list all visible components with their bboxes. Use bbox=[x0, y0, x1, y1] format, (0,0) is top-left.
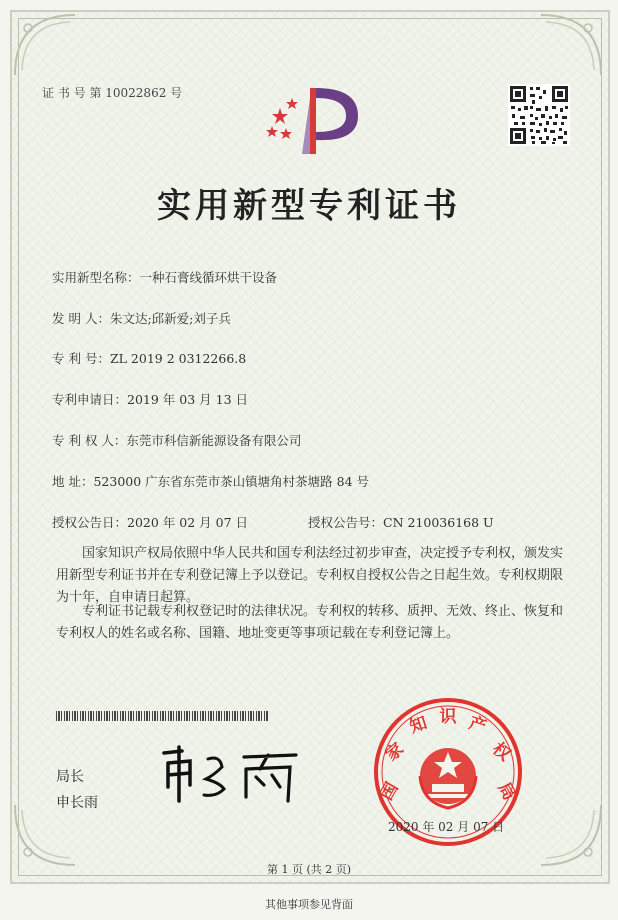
seal-date: 2020 年 02 月 07 日 bbox=[388, 820, 505, 834]
handwritten-signature bbox=[160, 745, 310, 805]
certificate-title: 实用新型专利证书 bbox=[157, 186, 461, 226]
svg-text:国: 国 bbox=[376, 779, 403, 804]
signatory-role: 局长 bbox=[56, 769, 84, 785]
svg-text:产: 产 bbox=[466, 713, 489, 738]
corner-ornament-top-left bbox=[10, 10, 80, 80]
barcode bbox=[56, 711, 268, 721]
qr-code-icon bbox=[508, 84, 570, 146]
field-value: 523000 广东省东莞市茶山镇塘角村茶塘路 84 号 bbox=[93, 474, 370, 489]
field-value: 一种石膏线循环烘干设备 bbox=[139, 270, 278, 285]
field-grant-number bbox=[308, 513, 494, 531]
cnipa-logo-icon bbox=[258, 78, 364, 162]
corner-ornament-top-right bbox=[536, 10, 606, 80]
field-value: 朱文达;邱新爱;刘子兵 bbox=[109, 311, 231, 326]
page-indicator: 第 1 页 (共 2 页) bbox=[266, 863, 352, 876]
signatory-name: 申长雨 bbox=[56, 795, 98, 811]
field-address bbox=[52, 472, 369, 490]
field-label: 发 明 人： bbox=[52, 311, 110, 326]
field-utility-model-name bbox=[52, 268, 277, 286]
field-label: 授权公告号： bbox=[308, 515, 384, 530]
field-value: 2020 年 02 月 07 日 bbox=[127, 515, 249, 530]
svg-text:知: 知 bbox=[407, 713, 430, 738]
field-label: 地 址： bbox=[52, 474, 94, 489]
field-value: 东莞市科信新能源设备有限公司 bbox=[126, 433, 302, 448]
field-label: 实用新型名称： bbox=[52, 270, 140, 285]
field-value: ZL 2019 2 0312266.8 bbox=[109, 351, 247, 366]
statement-paragraph-2: 专利证书记载专利权登记时的法律状况。专利权的转移、质押、无效、终止、恢复和专利权人的姓名或名称、国籍、地址变更等事项记载在专利登记簿上。 bbox=[56, 604, 564, 641]
statement-paragraph-1: 国家知识产权局依照中华人民共和国专利法经过初步审查，决定授予专利权，颁发实用新型专利证书并在专利登记簿上予以登记。专利权自授权公告之日起生效。专利权期限为十年，自申请日起算。 bbox=[56, 546, 564, 605]
field-application-date bbox=[52, 390, 248, 408]
svg-text:家: 家 bbox=[381, 739, 408, 766]
field-label: 授权公告日： bbox=[52, 515, 128, 530]
svg-text:权: 权 bbox=[488, 739, 515, 766]
svg-text:局: 局 bbox=[493, 779, 520, 804]
field-value: CN 210036168 U bbox=[383, 515, 494, 530]
field-label: 专 利 号： bbox=[52, 351, 110, 366]
field-inventors bbox=[52, 309, 231, 327]
field-label: 专 利 权 人： bbox=[52, 433, 127, 448]
field-grant-date bbox=[52, 513, 248, 531]
corner-ornament-bottom-right bbox=[536, 800, 606, 870]
certificate-number: 证 书 号 第 10022862 号 bbox=[42, 86, 183, 100]
svg-text:识: 识 bbox=[439, 707, 457, 727]
field-patentee bbox=[52, 431, 301, 449]
field-label: 专利申请日： bbox=[52, 392, 128, 407]
field-patent-number bbox=[52, 349, 246, 367]
field-value: 2019 年 03 月 13 日 bbox=[127, 392, 249, 407]
footer-note: 其他事项参见背面 bbox=[265, 898, 353, 911]
